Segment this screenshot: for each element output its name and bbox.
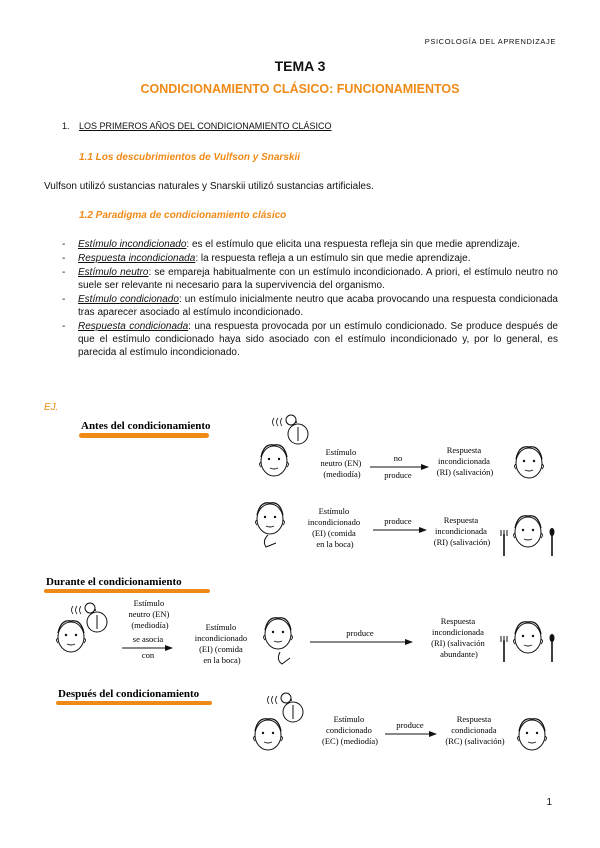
despues-heading: Después del condicionamiento [58,688,200,700]
durante-stimulus-neutral: Estímulo neutro (EN) (mediodía) [128,598,170,630]
durante-heading: Durante el condicionamiento [46,576,182,588]
person-eating-icon [264,618,293,649]
section-number: 1. [62,121,70,131]
person-salivating-icon [514,516,543,547]
page-number: 1 [546,797,552,808]
antes-row1-arrow-top: no [393,453,403,463]
antes-underline [79,433,209,438]
antes-row2-response: Respuesta incondicionada (RI) (salivación) [433,515,491,547]
paragraph-vulfson: Vulfson utilizó sustancias naturales y Snarskii utilizó sustancias artificiales. [44,181,374,192]
durante-assoc-top: se asocia [132,634,164,644]
durante-arrow-label: produce [346,628,374,638]
person-salivating-icon [518,719,547,750]
durante-response: Respuesta incondicionada (RI) (salivación abundante) [431,616,485,659]
page-title: TEMA 3 [274,58,326,74]
definition-term: Estímulo neutro [78,267,149,278]
despues-arrow-label: produce [396,720,424,730]
page-subtitle: CONDICIONAMIENTO CLÁSICO: FUNCIONAMIENTOS [140,82,460,96]
definition-text: : un estímulo inicialmente neutro que acaba provocando una respuesta condicionada tras aparecer asociado al estímulo incondicionado. [78,294,558,318]
definition-term: Estímulo condicionado [78,294,179,305]
person-neutral-icon [254,719,283,750]
antes-row1-stimulus: Estímulo neutro (EN) (mediodía) [320,447,362,479]
subsection-1-1-heading: 1.1 Los descubrimientos de Vulfson y Snarskii [79,152,300,163]
hand-icon [264,535,276,547]
person-neutral-icon [515,447,544,478]
clock-icon [273,415,309,444]
definition-text: : la respuesta refleja a un estímulo sin que medie aprendizaje. [195,253,471,264]
person-neutral-icon [57,621,86,652]
antes-row2-stimulus: Estímulo incondicionado (EI) (comida en la boca) [307,506,361,549]
antes-row2-arrow-label: produce [384,516,412,526]
definition-term: Respuesta incondicionada [78,253,196,264]
despues-underline [56,701,212,705]
antes-row1-response: Respuesta incondicionada (RI) (salivación) [436,445,494,477]
clock-icon [268,693,304,722]
definition-term: Estímulo incondicionado [78,239,187,250]
despues-response: Respuesta condicionada (RC) (salivación) [445,714,505,746]
person-salivating-icon [514,622,543,653]
durante-stimulus-unconditioned: Estímulo incondicionado (EI) (comida en la boca) [194,622,248,665]
durante-assoc-bottom: con [141,650,155,660]
hand-icon [278,652,290,664]
definition-text: : una respuesta provocada por un estímulo condicionado. Se produce después de que el estímulo condicionado haya sido asociado con el estímulo incondicionado y, por lo general, es parecida al estímulo incondicionado. [78,321,558,358]
despues-stimulus: Estímulo condicionado (EC) (mediodía) [322,714,378,746]
section-title: LOS PRIMEROS AÑOS DEL CONDICIONAMIENTO CLÁSICO [79,121,332,131]
definition-text: : es el estímulo que elicita una respuesta refleja sin que medie aprendizaje. [186,239,520,250]
definition-term: Respuesta condicionada [78,321,189,332]
antes-row1-arrow-bottom: produce [384,470,412,480]
definition-text: : se empareja habitualmente con un estímulo incondicionado. A priori, el estímulo neutro no suele ser relevante ni necesario para la supervivencia del organismo. [78,267,558,291]
person-neutral-icon [260,445,289,476]
antes-heading: Antes del condicionamiento [81,420,211,432]
person-eating-icon [256,503,285,534]
durante-underline [44,589,210,593]
subsection-1-2-heading: 1.2 Paradigma de condicionamiento clásico [79,210,287,221]
example-label: EJ. [44,402,59,413]
document-header: PSICOLOGÍA DEL APRENDIZAJE [424,37,556,46]
